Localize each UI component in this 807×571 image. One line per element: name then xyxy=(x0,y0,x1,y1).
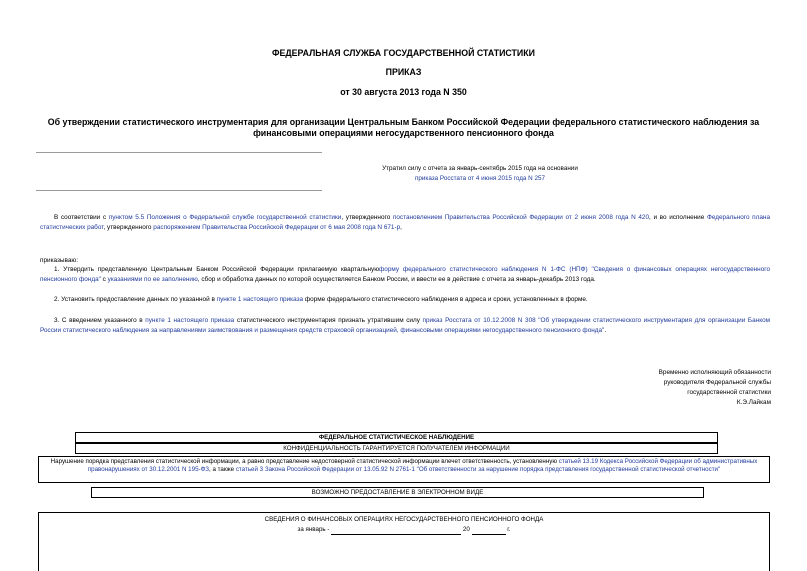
signature-line-3: государственной статистики xyxy=(687,389,771,396)
signature-line-1: Временно исполняющий обязанности xyxy=(658,369,771,376)
link-koap-13-19[interactable]: статьей 13.19 Кодекса Российской Федерации об административных правонарушениях от 30.12.2001 N 195-ФЗ xyxy=(87,458,758,473)
divider-bottom xyxy=(36,190,322,191)
link-item-1-b[interactable]: пункте 1 настоящего приказа xyxy=(145,317,235,324)
doc-title: Об утверждении статистического инструментария для организации Центральным Банком Российской Федерации федерального статистического наблюдения за финансовыми операциями негосударственного пенсионного фонда xyxy=(47,117,760,138)
form-box-electronic: ВОЗМОЖНО ПРЕДОСТАВЛЕНИЕ В ЭЛЕКТРОННОМ ВИДЕ xyxy=(91,487,704,498)
item-3-paragraph: 3. С введением указанного в пункте 1 настоящего приказа статистического инструментария признать утратившим силу приказ Росстата от 10.12.2008 N 308 "Об утверждении статистического инструментария для организации Банком России статистического наблюдения за направлениями заимствования и размещения средств страховой организацией, финансовыми операциями негосударственного пенсионного фонда". xyxy=(40,317,771,334)
repeal-note xyxy=(200,164,760,184)
form-box-report xyxy=(38,512,770,571)
signature-line-2: руководителя Федеральной службы xyxy=(663,379,771,386)
period-year-field[interactable] xyxy=(472,525,506,535)
link-item-1-a[interactable]: пункте 1 настоящего приказа xyxy=(216,296,304,303)
preamble-paragraph: В соответствии с пунктом 5.5 Положения о Федеральной службе государственной статистики, утвержденного постановлением Правительства Российской Федерации от 2 июня 2008 года N 420, и во исполнение Федерального плана статистических работ, утвержденного распоряжением Правительства Российской Федерации от 6 мая 2008 года N 671-р, xyxy=(40,214,771,231)
item-1-paragraph: 1. Утвердить представленную Центральным Банком Российской Федерации прилагаемую квартальнуюформу федерального статистического наблюдения N 1-ФС (НПФ) "Сведения о финансовых операциях негосударственного пенсионного фонда" с указаниями по ее заполнению, сбор и обработка данных по которой осуществляется Банком России, и ввести ее в действие с отчета за январь-декабрь 2013 года. xyxy=(40,266,770,283)
signature-block xyxy=(571,368,771,408)
repeal-note-text: Утратил силу с отчета за январь-сентябрь 2015 года на основании xyxy=(382,165,578,172)
doc-type-heading: ПРИКАЗ xyxy=(385,67,422,77)
divider-top xyxy=(36,152,322,153)
link-regulation[interactable]: пунктом 5.5 Положения о Федеральной службе государственной статистики xyxy=(108,214,342,221)
report-title: СВЕДЕНИЯ О ФИНАНСОВЫХ ОПЕРАЦИЯХ НЕГОСУДАРСТВЕННОГО ПЕНСИОННОГО ФОНДА xyxy=(264,516,544,523)
doc-date-heading: от 30 августа 2013 года N 350 xyxy=(340,87,467,97)
item-2-paragraph: 2. Установить предоставление данных по указанной в пункте 1 настоящего приказа форме федерального статистического наблюдения в адреса и сроки, установленных в форме. xyxy=(54,296,588,303)
period-year-prefix: 20 xyxy=(462,526,470,533)
form-box-federal: ФЕДЕРАЛЬНОЕ СТАТИСТИЧЕСКОЕ НАБЛЮДЕНИЕ xyxy=(75,432,718,443)
link-form-1fs[interactable]: форму федерального статистического наблюдения N 1-ФС (НПФ) "Сведения о финансовых операциях негосударственного пенсионного фонда" xyxy=(40,266,770,283)
period-month-field[interactable] xyxy=(331,525,461,535)
link-stat-plan[interactable]: Федерального плана статистических работ xyxy=(40,214,771,231)
report-period xyxy=(39,525,769,535)
link-law-2761-1[interactable]: статьей 3 Закона Российской Федерации от 13.05.92 N 2761-1 "Об ответственности за нарушение порядка представления государственной статистической отчетности" xyxy=(235,466,721,473)
form-box-confidential: КОНФИДЕНЦИАЛЬНОСТЬ ГАРАНТИРУЕТСЯ ПОЛУЧАТЕЛЕМ ИНФОРМАЦИИ xyxy=(75,443,718,454)
link-decree[interactable]: распоряжением Правительства Российской Федерации от 6 мая 2008 года N 671-р xyxy=(153,224,401,231)
repeal-note-link[interactable]: приказа Росстата от 4 июня 2015 года N 257 xyxy=(415,175,545,182)
link-instructions[interactable]: указаниями по ее заполнению xyxy=(107,276,198,283)
form-box-liability: Нарушение порядка представления статистической информации, а равно представление недостоверной статистической информации влечет ответственность, установленную статьей 13.19 Кодекса Российской Федерации об административных правонарушениях от 30.12.2001 N 195-ФЗ, а также статьей 3 Закона Российской Федерации от 13.05.92 N 2761-1 "Об ответственности за нарушение порядка представления государственной статистической отчетности" xyxy=(38,456,770,483)
signature-name: К.Э.Лайкам xyxy=(736,399,771,406)
period-suffix: г. xyxy=(507,526,511,533)
link-resolution[interactable]: постановлением Правительства Российской Федерации от 2 июня 2008 года N 420 xyxy=(392,214,650,221)
link-order-308[interactable]: приказ Росстата от 10.12.2008 N 308 "Об утверждении статистического инструментария для организации Банком России статистического наблюдения за направлениями заимствования и размещения средств страховой организацией, финансовыми операциями негосударственного пенсионного фонда" xyxy=(40,317,771,334)
period-prefix: за январь - xyxy=(297,526,330,533)
order-word: приказываю: xyxy=(40,257,78,264)
agency-heading: ФЕДЕРАЛЬНАЯ СЛУЖБА ГОСУДАРСТВЕННОЙ СТАТИСТИКИ xyxy=(272,48,535,58)
